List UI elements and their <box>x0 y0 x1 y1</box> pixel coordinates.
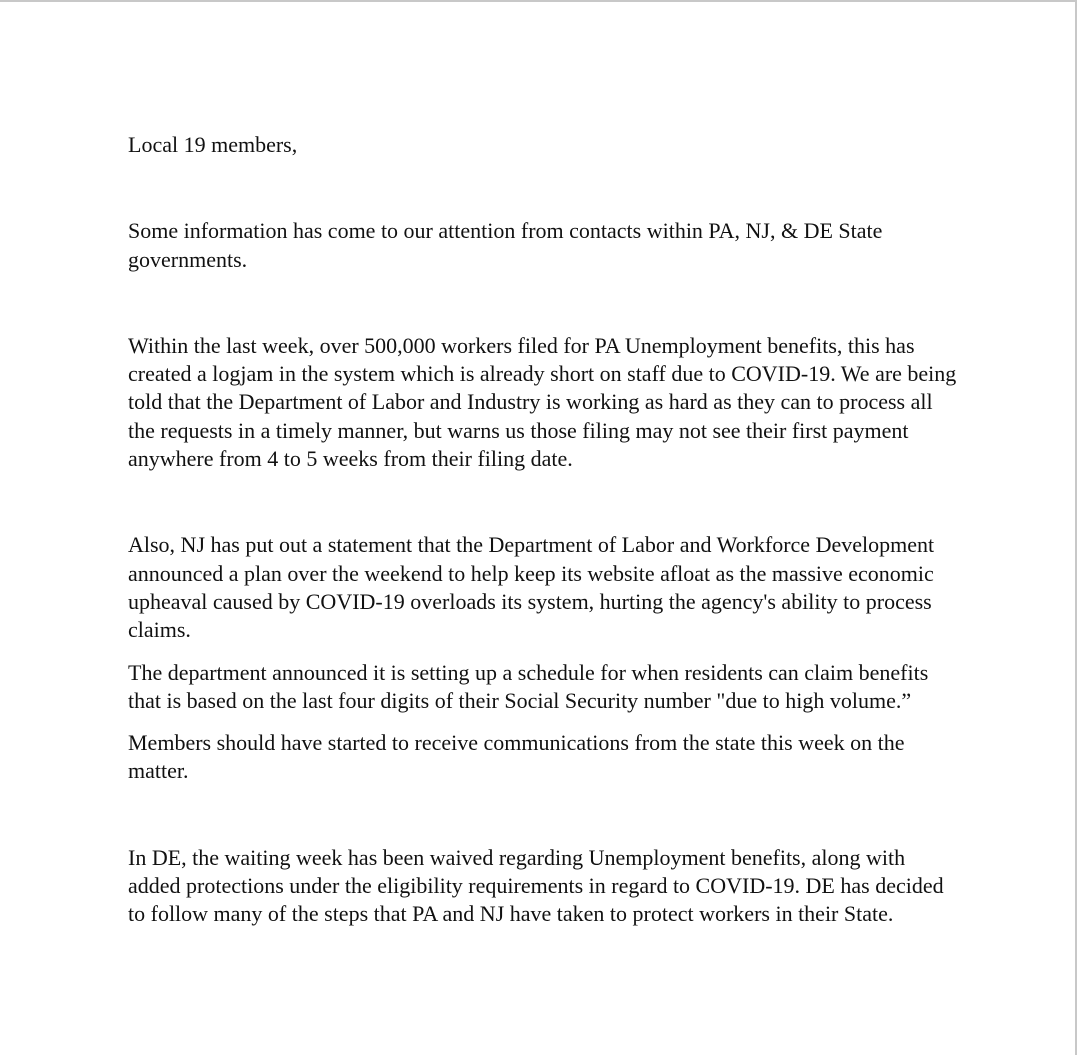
greeting: Local 19 members, <box>128 132 298 157</box>
nj-schedule-paragraph: The department announced it is setting up a schedule for when residents can claim benefits that is based on the last four digits of their Social Security number "due to high volume.” <box>128 659 929 713</box>
de-paragraph: In DE, the waiting week has been waived regarding Unemployment benefits, along with added protections under the eligibility requirements in regard to COVID-19. DE has decided to follow many of the steps that PA and NJ have taken to protect workers in their State. <box>128 844 944 927</box>
intro-paragraph: Some information has come to our attention from contacts within PA, NJ, & DE State governments. <box>128 218 883 272</box>
nj-members-paragraph: Members should have started to receive communications from the state this week on the matter. <box>128 730 905 784</box>
nj-statement-paragraph: Also, NJ has put out a statement that the Department of Labor and Workforce Development announced a plan over the weekend to help keep its website afloat as the massive economic upheaval caused by COVID-19 overloads its system, hurting the agency's ability to process claims. <box>128 532 935 643</box>
document-body <box>128 131 958 929</box>
pa-paragraph: Within the last week, over 500,000 workers filed for PA Unemployment benefits, this has created a logjam in the system which is already short on staff due to COVID-19. We are being told that the Department of Labor and Industry is working as hard as they can to process all the requests in a timely manner, but warns us those filing may not see their first payment anywhere from 4 to 5 weeks from their filing date. <box>128 332 957 472</box>
